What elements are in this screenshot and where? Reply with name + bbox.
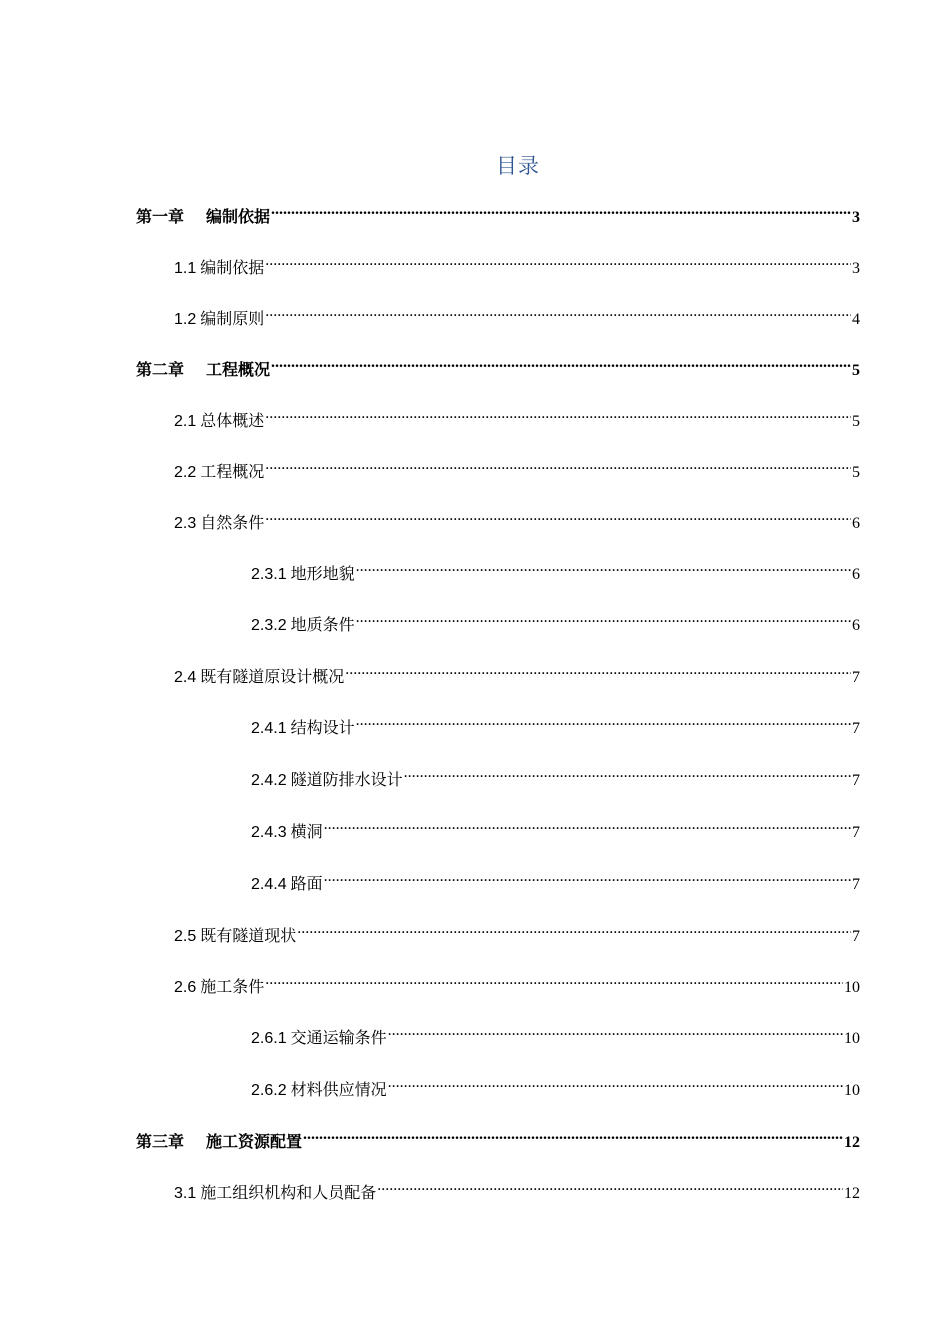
toc-entry-label xyxy=(251,873,323,897)
toc-entry-number: 1.2 xyxy=(174,311,197,328)
toc-entry-section-2-2[interactable] xyxy=(174,453,860,481)
toc-entry-number: 2.4.2 xyxy=(251,772,287,789)
toc-entry-label xyxy=(251,614,355,638)
toc-entry-number: 2.6 xyxy=(174,979,197,996)
toc-dot-leader xyxy=(356,709,851,733)
toc-dot-leader xyxy=(265,968,843,992)
toc-page-number: 7 xyxy=(852,876,860,893)
toc-page-number: 5 xyxy=(852,413,860,430)
toc-entry-section-2-3-2[interactable] xyxy=(251,606,860,634)
toc-entry-label xyxy=(136,359,270,383)
toc-dot-leader xyxy=(404,761,851,785)
toc-dot-leader xyxy=(388,1071,843,1095)
toc-entry-number: 第二章 xyxy=(136,362,185,379)
toc-entry-section-2-5[interactable] xyxy=(174,917,860,945)
toc-entry-label xyxy=(251,563,355,587)
toc-entry-label xyxy=(174,512,264,536)
toc-entry-section-2-3-1[interactable] xyxy=(251,555,860,583)
toc-dot-leader xyxy=(271,351,851,375)
toc-entry-chapter-3[interactable] xyxy=(136,1123,860,1151)
toc-entry-title: 施工组织机构和人员配备 xyxy=(200,1185,377,1202)
toc-entry-section-1-1[interactable] xyxy=(174,249,860,277)
toc-entry-number: 2.3 xyxy=(174,515,197,532)
toc-entry-number: 3.1 xyxy=(174,1185,197,1202)
toc-page-number: 3 xyxy=(852,209,860,226)
toc-entry-title: 总体概述 xyxy=(200,413,265,430)
toc-dot-leader xyxy=(388,1019,843,1043)
toc-entry-label xyxy=(136,206,270,230)
toc-entry-section-2-4[interactable] xyxy=(174,658,860,686)
toc-page-number: 5 xyxy=(852,362,860,379)
toc-dot-leader xyxy=(271,198,851,222)
toc-dot-leader xyxy=(297,917,851,941)
toc-entry-section-2-4-3[interactable] xyxy=(251,813,860,841)
toc-entry-section-3-1[interactable] xyxy=(174,1174,860,1202)
toc-entry-title: 工程概况 xyxy=(200,464,265,481)
toc-entry-number: 2.4 xyxy=(174,669,197,686)
toc-dot-leader xyxy=(265,300,851,324)
toc-dot-leader xyxy=(345,658,851,682)
toc-dot-leader xyxy=(356,606,851,630)
toc-entry-label xyxy=(174,1182,376,1206)
toc-entry-label xyxy=(174,257,264,281)
toc-entry-title: 自然条件 xyxy=(200,515,265,532)
toc-entry-number: 2.2 xyxy=(174,464,197,481)
toc-entry-title: 既有隧道现状 xyxy=(200,928,297,945)
toc-entry-section-2-4-1[interactable] xyxy=(251,709,860,737)
toc-title: 目录 xyxy=(496,154,540,178)
toc-page-number: 6 xyxy=(852,515,860,532)
toc-page-number: 12 xyxy=(844,1134,860,1151)
toc-entry-label xyxy=(174,925,296,949)
toc-entry-section-2-4-2[interactable] xyxy=(251,761,860,789)
toc-entry-number: 第一章 xyxy=(136,209,185,226)
toc-entry-section-1-2[interactable] xyxy=(174,300,860,328)
toc-entry-label xyxy=(251,821,323,845)
toc-page-number: 12 xyxy=(844,1185,860,1202)
toc-entry-number: 1.1 xyxy=(174,260,197,277)
toc-page-number: 4 xyxy=(852,311,860,328)
toc-entry-label xyxy=(251,1027,387,1051)
toc-dot-leader xyxy=(324,813,851,837)
toc-entry-title: 地质条件 xyxy=(290,617,355,634)
toc-page-number: 7 xyxy=(852,824,860,841)
toc-dot-leader xyxy=(324,865,851,889)
toc-entry-title: 编制原则 xyxy=(200,311,265,328)
toc-entry-number: 2.1 xyxy=(174,413,197,430)
toc-entry-label xyxy=(251,1079,387,1103)
toc-entry-chapter-2[interactable] xyxy=(136,351,860,379)
toc-page-number: 7 xyxy=(852,928,860,945)
toc-entry-number: 2.3.2 xyxy=(251,617,287,634)
toc-entry-section-2-3[interactable] xyxy=(174,504,860,532)
toc-page-number: 10 xyxy=(844,979,860,996)
toc-entry-number: 第三章 xyxy=(136,1134,185,1151)
toc-dot-leader xyxy=(356,555,851,579)
toc-entry-label xyxy=(251,769,403,793)
toc-entry-section-2-6[interactable] xyxy=(174,968,860,996)
toc-entry-title: 材料供应情况 xyxy=(290,1082,387,1099)
toc-entry-number: 2.3.1 xyxy=(251,566,287,583)
toc-entry-number: 2.6.2 xyxy=(251,1082,287,1099)
toc-entry-title: 编制依据 xyxy=(200,260,265,277)
toc-entry-title: 地形地貌 xyxy=(290,566,355,583)
toc-entry-label xyxy=(174,666,344,690)
toc-entry-label xyxy=(174,976,264,1000)
toc-entry-title: 既有隧道原设计概况 xyxy=(200,669,345,686)
toc-entry-number: 2.4.3 xyxy=(251,824,287,841)
toc-entry-label xyxy=(174,461,264,485)
toc-entry-section-2-1[interactable] xyxy=(174,402,860,430)
toc-page-number: 10 xyxy=(844,1030,860,1047)
toc-entry-section-2-4-4[interactable] xyxy=(251,865,860,893)
toc-page-number: 5 xyxy=(852,464,860,481)
toc-page-number: 7 xyxy=(852,720,860,737)
toc-page-number: 6 xyxy=(852,566,860,583)
toc-page-number: 7 xyxy=(852,772,860,789)
toc-entry-label xyxy=(174,308,264,332)
toc-dot-leader xyxy=(265,504,851,528)
toc-dot-leader xyxy=(265,453,851,477)
toc-dot-leader xyxy=(265,249,851,273)
toc-entry-title: 隧道防排水设计 xyxy=(290,772,403,789)
toc-dot-leader xyxy=(377,1174,843,1198)
toc-entry-title: 交通运输条件 xyxy=(290,1030,387,1047)
toc-entry-title: 结构设计 xyxy=(290,720,355,737)
toc-entry-number: 2.6.1 xyxy=(251,1030,287,1047)
toc-page-number: 10 xyxy=(844,1082,860,1099)
toc-page-number: 6 xyxy=(852,617,860,634)
toc-entry-section-2-6-1[interactable] xyxy=(251,1019,860,1047)
toc-entry-chapter-1[interactable] xyxy=(136,198,860,226)
toc-page-number: 3 xyxy=(852,260,860,277)
toc-entry-title: 施工资源配置 xyxy=(206,1134,303,1151)
toc-entry-label xyxy=(136,1131,302,1155)
toc-entry-label xyxy=(174,410,264,434)
toc-entry-title: 路面 xyxy=(290,876,323,893)
toc-page-number: 7 xyxy=(852,669,860,686)
toc-dot-leader xyxy=(265,402,851,426)
toc-entry-number: 2.4.4 xyxy=(251,876,287,893)
toc-entry-title: 编制依据 xyxy=(206,209,271,226)
toc-entry-title: 施工条件 xyxy=(200,979,265,996)
toc-dot-leader xyxy=(303,1123,843,1147)
toc-entry-label xyxy=(251,717,355,741)
toc-entry-number: 2.4.1 xyxy=(251,720,287,737)
toc-entry-title: 工程概况 xyxy=(206,362,271,379)
toc-entry-title: 横洞 xyxy=(290,824,323,841)
toc-entry-section-2-6-2[interactable] xyxy=(251,1071,860,1099)
toc-entry-number: 2.5 xyxy=(174,928,197,945)
